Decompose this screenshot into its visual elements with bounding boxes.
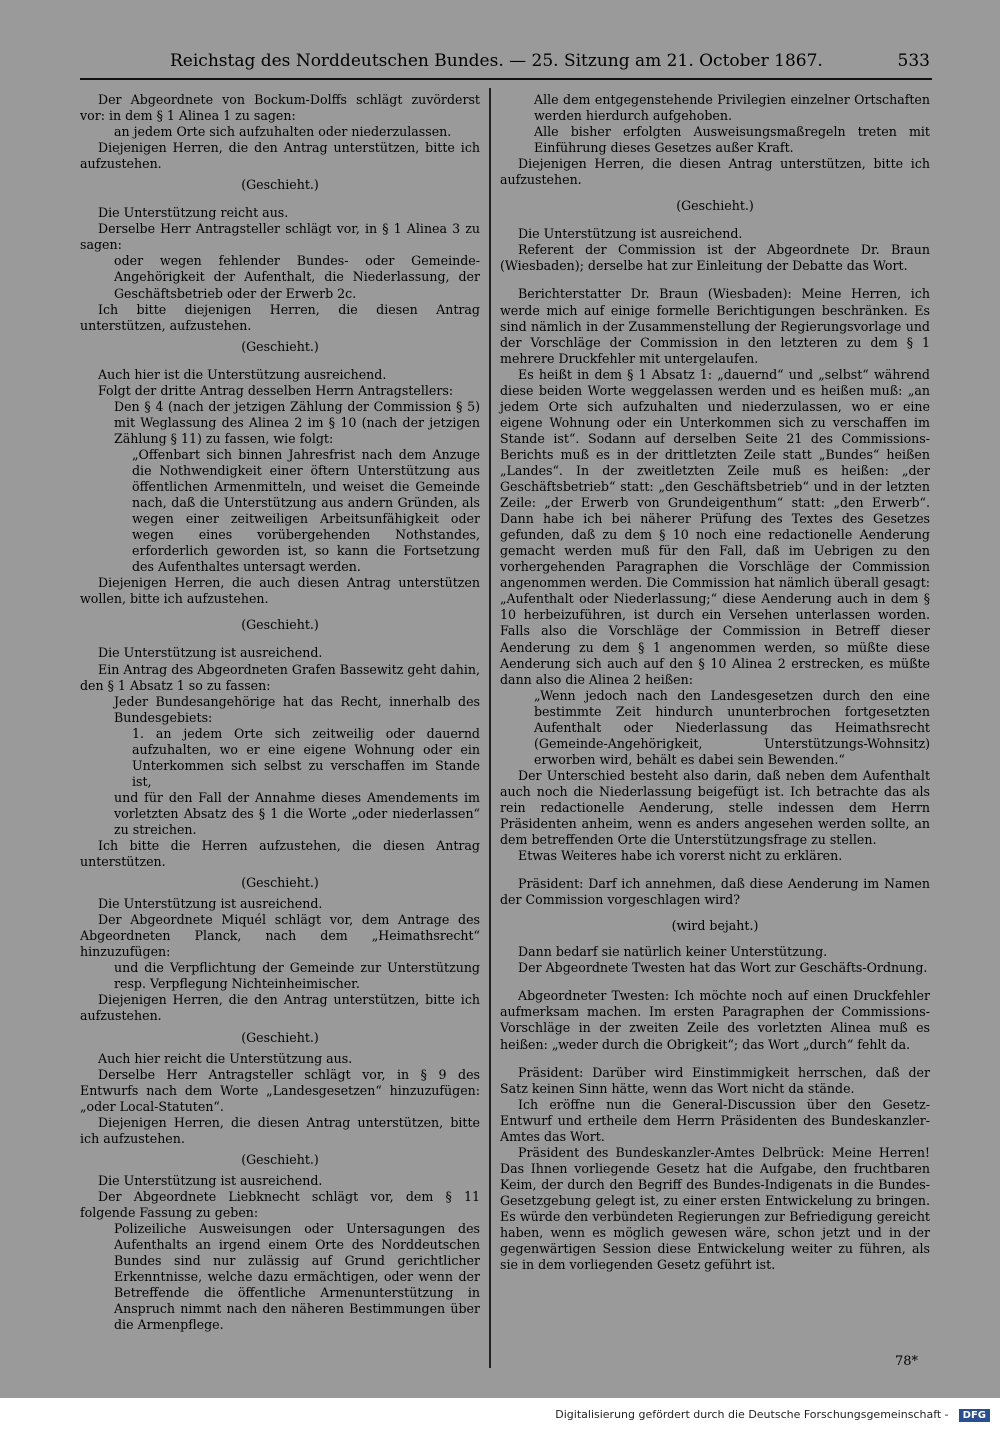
credit-text: Digitalisierung gefördert durch die Deutsche Forschungsgemeinschaft -: [555, 1408, 949, 1421]
stage-direction: (Geschieht.): [241, 177, 319, 193]
quoted-text: oder wegen fehlender Bundes- oder Gemeinde-Angehörigkeit der Aufenthalt, die Niederlassung, der Geschäftsbetrieb oder der Erwerb 2c.: [114, 253, 480, 301]
paragraph: Derselbe Herr Antragsteller schlägt vor, in § 9 des Entwurfs nach dem Worte „Landesgesetzen“ hinzuzufügen: „oder Local-Statuten“.: [80, 1066, 480, 1114]
paragraph: Der Unterschied besteht also darin, daß neben dem Aufenthalt auch noch die Niederlassung beigefügt ist. Ich betrachte das als rein redactionelle Aenderung, stelle indessen dem Herrn Präsidenten anheim, wenn es anders angesehen werden sollte, an dem betreffenden Orte die Unterstützungsfrage zu stellen.: [500, 767, 930, 848]
digitization-credit: [0, 1408, 1000, 1422]
paragraph: Diejenigen Herren, die den Antrag unterstützen, bitte ich aufzustehen.: [80, 140, 480, 172]
stage-direction: (Geschieht.): [676, 198, 754, 214]
right-column: [500, 92, 930, 1273]
speech: Präsident des Bundeskanzler-Amtes Delbrück: Meine Herren! Das Ihnen vorliegende Gesetz hat die Aufgabe, den fruchtbaren Keim, der durch den Begriff des Bundes-Indigenats in die Bundes-Gesetzgebung gelegt ist, zu einer ersten Entwickelung zu bringen. Es würde den verbündeten Regierungen zur Befriedigung gereicht haben, wenn es möglich gewesen wäre, schon jetzt und in der gegenwärtigen Session diese Entwickelung weiter zu führen, als sie in dem vorliegenden Gesetz geführt ist.: [500, 1144, 930, 1273]
left-column: [80, 92, 480, 1333]
quoted-text: Den § 4 (nach der jetzigen Zählung der Commission § 5) mit Weglassung des Alinea 2 im § 10 (nach der jetzigen Zählung § 11) zu fassen, wie folgt:: [114, 398, 480, 446]
paragraph: Ich bitte diejenigen Herren, die diesen Antrag unterstützen, aufzustehen.: [80, 301, 480, 333]
speech: Abgeordneter Twesten: Ich möchte noch auf einen Druckfehler aufmerksam machen. Im ersten Paragraphen der Commissions-Vorschläge in der zweiten Zeile des vorletzten Alinea muß es heißen: „weder durch die Obrigkeit“; das Wort „durch“ fehlt da.: [500, 988, 930, 1052]
header-rule: [80, 78, 932, 80]
quoted-text: 1. an jedem Orte sich zeitweilig oder dauernd aufzuhalten, wo er eine eigene Wohnung oder ein Unterkommen sich selbst zu verschaffen im Stande ist,: [132, 725, 480, 789]
quoted-text: Polizeiliche Ausweisungen oder Untersagungen des Aufenthalts an irgend einem Orte des Norddeutschen Bundes sind nur zulässig auf Grund gerichtlicher Erkenntnisse, welche dazu ermächtigen, oder wenn der Betreffende die öffentliche Armenunterstützung in Anspruch nimmt nach den näheren Bestimmungen über die Armenpflege.: [114, 1221, 480, 1333]
quoted-text: Jeder Bundesangehörige hat das Recht, innerhalb des Bundesgebiets:: [114, 693, 480, 725]
paragraph: Diejenigen Herren, die diesen Antrag unterstützen, bitte ich aufzustehen.: [80, 1114, 480, 1146]
paragraph: Ich bitte die Herren aufzustehen, die diesen Antrag unterstützen.: [80, 838, 480, 870]
quoted-text: „Offenbart sich binnen Jahresfrist nach dem Anzuge die Nothwendigkeit einer öftern Unterstützung aus öffentlichen Armenmitteln, und weiset die Gemeinde nach, daß die Unterstützung aus andern Gründen, als wegen einer zeitweiligen Arbeitsunfähigkeit oder wegen eines vorübergehenden Nothstandes, erforderlich geworden ist, so kann die Fortsetzung des Aufenthaltes untersagt werden.: [132, 446, 480, 575]
speech: Präsident: Darüber wird Einstimmigkeit herrschen, daß der Satz keinen Sinn hätte, wenn das Wort nicht da stände.: [500, 1064, 930, 1096]
paragraph: Die Unterstützung ist ausreichend.: [98, 1172, 323, 1188]
running-header: [80, 50, 930, 76]
stage-direction: (Geschieht.): [241, 875, 319, 891]
stage-direction: (Geschieht.): [241, 617, 319, 633]
paragraph: Etwas Weiteres habe ich vorerst nicht zu erklären.: [518, 848, 843, 864]
paragraph: Der Abgeordnete von Bockum-Dolffs schlägt zuvörderst vor: in dem § 1 Alinea 1 zu sagen:: [80, 92, 480, 124]
paragraph: Die Unterstützung reicht aus.: [98, 205, 289, 221]
stage-direction: (Geschieht.): [241, 338, 319, 354]
paragraph: Ich eröffne nun die General-Discussion über den Gesetz-Entwurf und ertheile dem Herrn Präsidenten des Bundeskanzler-Amtes das Wort.: [500, 1096, 930, 1144]
paragraph: Auch hier ist die Unterstützung ausreichend.: [98, 366, 387, 382]
speech: Berichterstatter Dr. Braun (Wiesbaden): Meine Herren, ich werde mich auf einige formelle Berichtigungen beschränken. Es sind nämlich in der Zusammenstellung der Regierungsvorlage und der Vorschläge der Commission in den letzteren zu dem § 1 mehrere Druckfehler mit untergelaufen.: [500, 286, 930, 366]
stage-direction: (wird bejaht.): [671, 918, 759, 934]
paragraph: Diejenigen Herren, die auch diesen Antrag unterstützen wollen, bitte ich aufzustehen.: [80, 575, 480, 607]
paragraph: Die Unterstützung ist ausreichend.: [98, 896, 323, 912]
paragraph: Die Unterstützung ist ausreichend.: [98, 645, 323, 661]
quoted-text: Alle bisher erfolgten Ausweisungsmaßregeln treten mit Einführung dieses Gesetzes außer Kraft.: [534, 124, 930, 156]
speech: Präsident: Darf ich annehmen, daß diese Aenderung im Namen der Commission vorgeschlagen wird?: [500, 876, 930, 908]
paragraph: Diejenigen Herren, die den Antrag unterstützen, bitte ich aufzustehen.: [80, 992, 480, 1024]
quoted-text: Alle dem entgegenstehende Privilegien einzelner Ortschaften werden hierdurch aufgehoben.: [534, 92, 930, 124]
paragraph: Dann bedarf sie natürlich keiner Unterstützung.: [518, 944, 828, 960]
stage-direction: (Geschieht.): [241, 1029, 319, 1045]
paragraph: Referent der Commission ist der Abgeordnete Dr. Braun (Wiesbaden); derselbe hat zur Einleitung der Debatte das Wort.: [500, 242, 930, 274]
paragraph: Ein Antrag des Abgeordneten Grafen Bassewitz geht dahin, den § 1 Absatz 1 so zu fassen:: [80, 661, 480, 693]
paragraph: Die Unterstützung ist ausreichend.: [518, 226, 743, 242]
stage-direction: (Geschieht.): [241, 1151, 319, 1167]
page-number: 533: [897, 51, 930, 71]
quoted-text: und die Verpflichtung der Gemeinde zur Unterstützung resp. Verpflegung Nichteinheimischer.: [114, 960, 480, 992]
quoted-text: „Wenn jedoch nach den Landesgesetzen durch den eine bestimmte Zeit hindurch ununterbrochen fortgesetzten Aufenthalt oder Niederlassung das Heimathsrecht (Gemeinde-Angehörigkeit, Unterstützungs-Wohnsitz) erworben wird, behält es dabei sein Bewenden.“: [534, 687, 930, 767]
header-title: Reichstag des Norddeutschen Bundes. — 25. Sitzung am 21. October 1867.: [170, 51, 823, 71]
paragraph: Diejenigen Herren, die diesen Antrag unterstützen, bitte ich aufzustehen.: [500, 156, 930, 188]
paragraph: Folgt der dritte Antrag desselben Herrn Antragstellers:: [98, 382, 454, 398]
signature-mark: 78*: [894, 1354, 918, 1369]
paragraph: Auch hier reicht die Unterstützung aus.: [98, 1050, 353, 1066]
paragraph: Der Abgeordnete Twesten hat das Wort zur Geschäfts-Ordnung.: [518, 960, 928, 976]
column-divider: [489, 88, 491, 1368]
paragraph: Der Abgeordnete Liebknecht schlägt vor, dem § 11 folgende Fassung zu geben:: [80, 1188, 480, 1220]
quoted-text: und für den Fall der Annahme dieses Amendements im vorletzten Absatz des § 1 die Worte „oder niederlassen“ zu streichen.: [114, 789, 480, 837]
paragraph: Derselbe Herr Antragsteller schlägt vor, in § 1 Alinea 3 zu sagen:: [80, 221, 480, 253]
paragraph: Der Abgeordnete Miquél schlägt vor, dem Antrage des Abgeordneten Planck, nach dem „Heimathsrecht“ hinzuzufügen:: [80, 912, 480, 960]
speech: Es heißt in dem § 1 Absatz 1: „dauernd“ und „selbst“ während diese beiden Worte weggelassen werden und es heißen muß: „an jedem Orte sich aufzuhalten und niederzulassen, wo er eine eigene Wohnung oder ein Unterkommen sich zu verschaffen im Stande ist“. Sodann auf derselben Seite 21 des Commissions-Berichts muß es in der drittletzten Zeile statt „Bundes“ heißen „Landes“. In der zweitletzten Zeile muß es heißen: „der Geschäftsbetrieb“ statt: „den Geschäftsbetrieb“ und in der letzten Zeile: „der Erwerb von Grundeigenthum“ statt: „den Erwerb“. Dann habe ich bei näherer Prüfung des Textes des Gesetzes gefunden, daß zu dem § 10 noch eine redactionelle Aenderung gemacht werden muß für den Fall, daß im Uebrigen zu den vorhergehenden Paragraphen die Vorschläge der Commission angenommen werden. Die Commission hat nämlich überall gesagt: „Aufenthalt oder Niederlassung;“ diese Aenderung auch in dem § 10 herbeizuführen, ist durch ein Versehen unterlassen worden. Falls also die Vorschläge der Commission in Betreff dieser Aenderung zu dem § 1 angenommen werden, so müßte diese Aenderung sich auch auf den § 10 Alinea 2 erstrecken, es müßte dann also die Alinea 2 heißen:: [500, 366, 930, 687]
dfg-logo: DFG: [959, 1409, 990, 1422]
paragraph: an jedem Orte sich aufzuhalten oder niederzulassen.: [114, 124, 452, 140]
